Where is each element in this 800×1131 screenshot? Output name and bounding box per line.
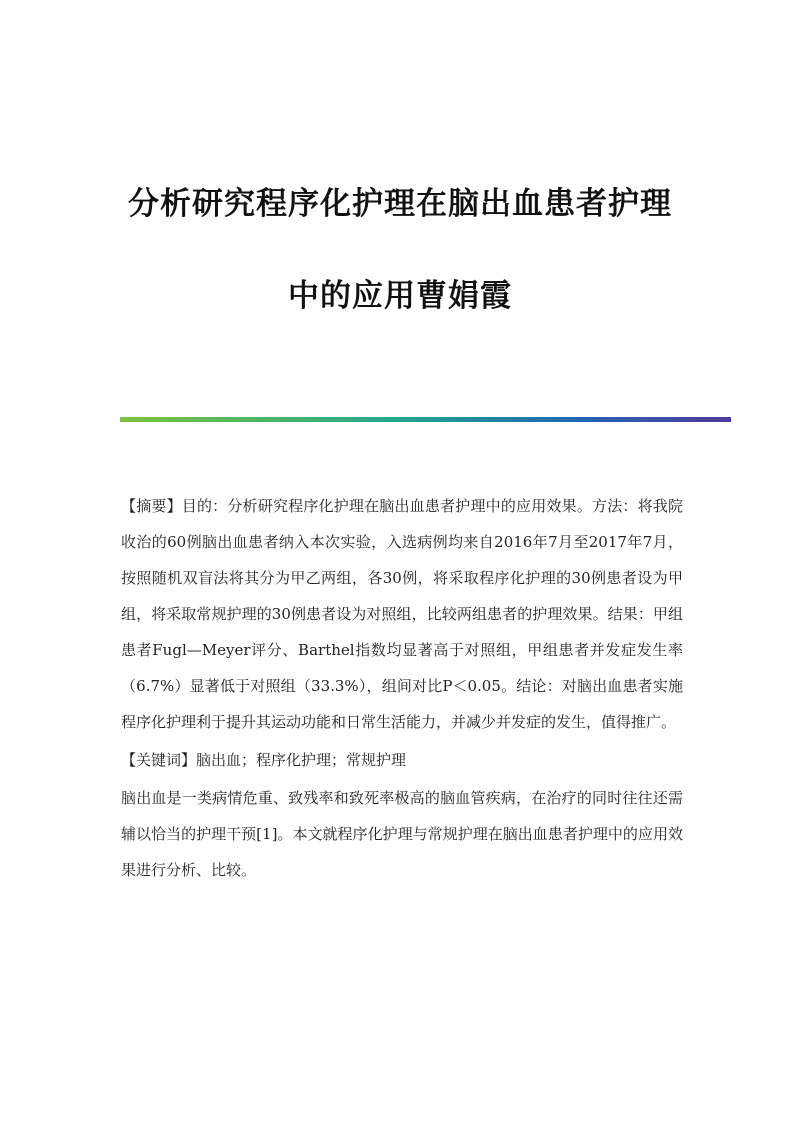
title-line-2: 中的应用曹娟霞 [288,278,512,314]
title-line-1: 分析研究程序化护理在脑出血患者护理 [128,186,672,222]
abstract-paragraph: 【摘要】目的：分析研究程序化护理在脑出血患者护理中的应用效果。方法：将我院收治的60例脑出血患者纳入本次实验，入选病例均来自2016年7月至2017年7月，按照随机双盲法将其分为甲乙两组，各30例，将采取程序化护理的30例患者设为甲组，将采取常规护理的30例患者设为对照组，比较两组患者的护理效果。结果：甲组患者Fugl—Meyer评分、Barthel指数均显著高于对照组，甲组患者并发症发生率（6.7%）显著低于对照组（33.3%），组间对比P＜0.05。结论：对脑出血患者实施程序化护理利于提升其运动功能和日常生活能力，并减少并发症的发生，值得推广。 [121,497,683,731]
keywords-paragraph: 【关键词】脑出血；程序化护理；常规护理 [121,751,407,769]
title-divider [120,417,731,422]
intro-paragraph: 脑出血是一类病情危重、致残率和致死率极高的脑血管疾病，在治疗的同时往往还需辅以恰当的护理干预[1]。本文就程序化护理与常规护理在脑出血患者护理中的应用效果进行分析、比较。 [121,789,683,879]
document-title [100,178,700,315]
document-body [121,488,683,888]
